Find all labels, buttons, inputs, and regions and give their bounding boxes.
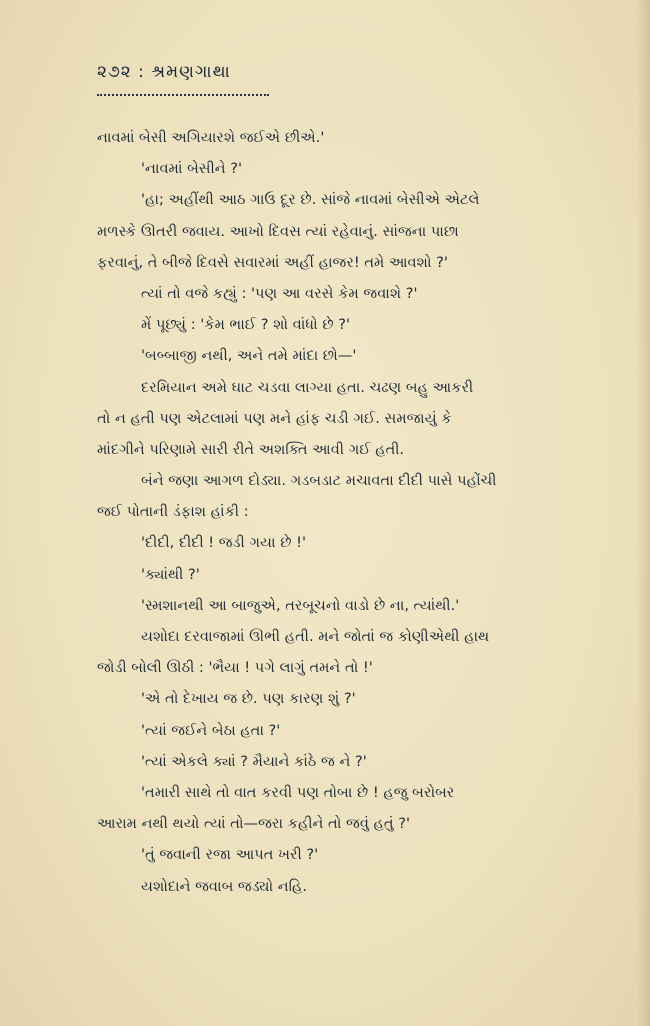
text-line: જઈ પોતાની ડંફાશ હાંકી : (97, 503, 249, 521)
text-line: ત્યાં તો વજે કહ્યું : 'પણ આ વરસે કેમ જવાશે ?' (141, 284, 418, 302)
text-line: માંદગીને પરિણામે સારી રીતે અશક્તિ આવી ગઈ હતી. (97, 440, 405, 458)
page-spine-shadow (636, 0, 650, 1026)
text-line: બંને જણા આગળ દોડ્યા. ગડબડાટ મચાવતા દીદી પાસે પહોંચી (141, 472, 497, 490)
text-line: 'દીદી, દીદી ! જડી ગયા છે !' (141, 534, 306, 552)
text-line: 'ત્યાં જઈને બેઠા હતા ?' (141, 721, 281, 739)
text-line: 'ત્યાં એકલે ક્યાં ? મૈયાને કાંઠે જ ને ?' (141, 752, 367, 770)
text-line: 'સ્મશાનથી આ બાજુએ, તરબૂચનો વાડો છે ના, ત્યાંથી.' (141, 596, 460, 614)
text-line: 'તમારી સાથે તો વાત કરવી પણ તોબા છે ! હજુ બરોબર (141, 783, 455, 801)
text-line: દરમિયાન અમે ઘાટ ચડવા લાગ્યા હતા. ચઢણ બહુ આકરી (141, 378, 474, 396)
text-line: ફરવાનું, તે બીજે દિવસે સવારમાં અહીં હાજર! તમે આવશો ?' (97, 253, 448, 271)
text-line: નાવમાં બેસી અગિયારશે જઈએ છીએ.' (97, 129, 325, 146)
header-underline (97, 90, 269, 96)
body-text (97, 122, 617, 902)
text-line: તો ન હતી પણ એટલામાં પણ મને હાંફ ચડી ગઈ. સમજાયું કે (97, 409, 452, 427)
text-line: મેં પૂછ્યું : 'કેમ ભાઈ ? શો વાંધો છે ?' (141, 316, 351, 334)
text-line: 'ક્યાંથી ?' (141, 565, 200, 583)
text-line: જોડી બોલી ઊઠી : 'ભૈયા ! પગે લાગું તમને તો !' (97, 659, 373, 677)
running-header: ૨૭૨ : શ્રમણગાથા (97, 62, 231, 82)
text-line: 'હા; અહીંથી આઠ ગાઉ દૂર છે. સાંજે નાવમાં બેસીએ એટલે (141, 191, 480, 209)
text-line: 'બબ્બાજી નથી, અને તમે માંદા છો—' (141, 347, 357, 365)
text-line: 'એ તો દેખાય જ છે. પણ કારણ શું ?' (141, 690, 356, 708)
text-line: આરામ નથી થયો ત્યાં તો—જરા કહીને તો જવું હતું ?' (97, 815, 411, 833)
text-line: યશોદા દરવાજામાં ઊભી હતી. મને જોતાં જ કોણીએથી હાથ (141, 628, 490, 645)
text-line: 'તું જવાની રજા આપત ખરી ?' (141, 846, 319, 864)
text-line: 'નાવમાં બેસીને ?' (141, 160, 243, 178)
text-line: યશોદાને જવાબ જડ્યો નહિ. (141, 877, 307, 895)
text-line: મળસ્કે ઊતરી જવાય. આખો દિવસ ત્યાં રહેવાનું. સાંજના પાછા (97, 222, 459, 240)
